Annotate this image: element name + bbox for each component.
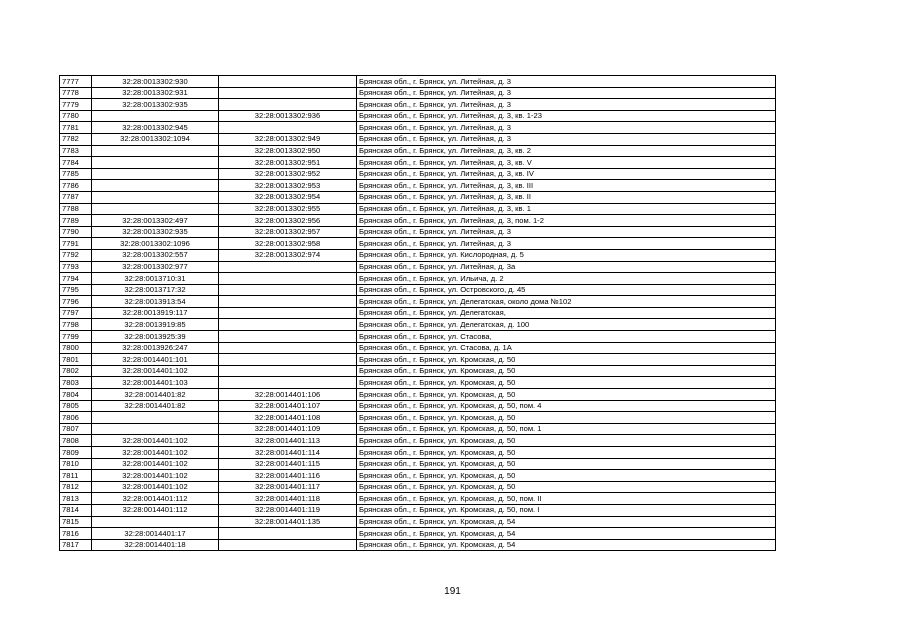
property-table xyxy=(59,75,776,551)
table-row xyxy=(60,238,776,250)
address-cell: Брянская обл., г. Брянск, ул. Литейная, д. 3, кв. V xyxy=(357,157,776,169)
table-row xyxy=(60,504,776,516)
property-table-body xyxy=(60,76,776,551)
table-row xyxy=(60,481,776,493)
cadastral-number-cell xyxy=(92,110,219,122)
row-number-cell: 7782 xyxy=(60,133,92,145)
cadastral-number-cell: 32:28:0013925:39 xyxy=(92,331,219,343)
cadastral-number-cell: 32:28:0013302:1094 xyxy=(92,133,219,145)
cadastral-number-cell: 32:28:0013302:977 xyxy=(92,261,219,273)
related-cadastral-number-cell: 32:28:0014401:109 xyxy=(219,423,357,435)
related-cadastral-number-cell xyxy=(219,87,357,99)
related-cadastral-number-cell xyxy=(219,365,357,377)
cadastral-number-cell: 32:28:0014401:112 xyxy=(92,493,219,505)
table-row xyxy=(60,423,776,435)
related-cadastral-number-cell: 32:28:0014401:106 xyxy=(219,389,357,401)
table-row xyxy=(60,215,776,227)
table-row xyxy=(60,400,776,412)
table-row xyxy=(60,516,776,528)
cadastral-number-cell: 32:28:0013302:931 xyxy=(92,87,219,99)
cadastral-number-cell xyxy=(92,412,219,424)
table-row xyxy=(60,261,776,273)
cadastral-number-cell: 32:28:0013926:247 xyxy=(92,342,219,354)
page-number: 191 xyxy=(444,586,461,597)
row-number-cell: 7809 xyxy=(60,447,92,459)
row-number-cell: 7805 xyxy=(60,400,92,412)
related-cadastral-number-cell xyxy=(219,539,357,551)
address-cell: Брянская обл., г. Брянск, ул. Литейная, д. 3 xyxy=(357,99,776,111)
row-number-cell: 7807 xyxy=(60,423,92,435)
cadastral-number-cell xyxy=(92,516,219,528)
table-row xyxy=(60,458,776,470)
cadastral-number-cell: 32:28:0014401:102 xyxy=(92,435,219,447)
row-number-cell: 7808 xyxy=(60,435,92,447)
cadastral-number-cell: 32:28:0014401:18 xyxy=(92,539,219,551)
address-cell: Брянская обл., г. Брянск, ул. Кромская, д. 50, пом. I xyxy=(357,504,776,516)
cadastral-number-cell xyxy=(92,168,219,180)
cadastral-number-cell xyxy=(92,191,219,203)
row-number-cell: 7785 xyxy=(60,168,92,180)
table-row xyxy=(60,226,776,238)
cadastral-number-cell: 32:28:0013302:945 xyxy=(92,122,219,134)
address-cell: Брянская обл., г. Брянск, ул. Кислородная, д. 5 xyxy=(357,249,776,261)
cadastral-number-cell: 32:28:0013302:935 xyxy=(92,99,219,111)
row-number-cell: 7784 xyxy=(60,157,92,169)
related-cadastral-number-cell xyxy=(219,331,357,343)
address-cell: Брянская обл., г. Брянск, ул. Литейная, д. 3 xyxy=(357,122,776,134)
row-number-cell: 7791 xyxy=(60,238,92,250)
table-row xyxy=(60,284,776,296)
table-row xyxy=(60,145,776,157)
table-row xyxy=(60,354,776,366)
address-cell: Брянская обл., г. Брянск, ул. Кромская, д. 50 xyxy=(357,354,776,366)
row-number-cell: 7795 xyxy=(60,284,92,296)
row-number-cell: 7816 xyxy=(60,528,92,540)
table-row xyxy=(60,377,776,389)
row-number-cell: 7812 xyxy=(60,481,92,493)
address-cell: Брянская обл., г. Брянск, ул. Литейная, д. 3 xyxy=(357,226,776,238)
address-cell: Брянская обл., г. Брянск, ул. Делегатская, д. 100 xyxy=(357,319,776,331)
cadastral-number-cell: 32:28:0014401:102 xyxy=(92,458,219,470)
row-number-cell: 7786 xyxy=(60,180,92,192)
related-cadastral-number-cell: 32:28:0013302:958 xyxy=(219,238,357,250)
address-cell: Брянская обл., г. Брянск, ул. Кромская, д. 50 xyxy=(357,389,776,401)
address-cell: Брянская обл., г. Брянск, ул. Литейная, д. 3 xyxy=(357,87,776,99)
address-cell: Брянская обл., г. Брянск, ул. Литейная, д. 3, кв. II xyxy=(357,191,776,203)
table-row xyxy=(60,331,776,343)
cadastral-number-cell: 32:28:0014401:82 xyxy=(92,389,219,401)
cadastral-number-cell: 32:28:0014401:102 xyxy=(92,365,219,377)
row-number-cell: 7780 xyxy=(60,110,92,122)
row-number-cell: 7804 xyxy=(60,389,92,401)
cadastral-number-cell: 32:28:0013717:32 xyxy=(92,284,219,296)
address-cell: Брянская обл., г. Брянск, ул. Кромская, д. 54 xyxy=(357,516,776,528)
related-cadastral-number-cell: 32:28:0013302:954 xyxy=(219,191,357,203)
row-number-cell: 7811 xyxy=(60,470,92,482)
related-cadastral-number-cell xyxy=(219,261,357,273)
related-cadastral-number-cell: 32:28:0013302:974 xyxy=(219,249,357,261)
table-row xyxy=(60,447,776,459)
related-cadastral-number-cell: 32:28:0013302:951 xyxy=(219,157,357,169)
related-cadastral-number-cell: 32:28:0014401:118 xyxy=(219,493,357,505)
row-number-cell: 7799 xyxy=(60,331,92,343)
related-cadastral-number-cell: 32:28:0013302:952 xyxy=(219,168,357,180)
address-cell: Брянская обл., г. Брянск, ул. Кромская, д. 54 xyxy=(357,528,776,540)
row-number-cell: 7778 xyxy=(60,87,92,99)
table-row xyxy=(60,203,776,215)
cadastral-number-cell: 32:28:0013302:930 xyxy=(92,76,219,88)
address-cell: Брянская обл., г. Брянск, ул. Кромская, д. 50 xyxy=(357,447,776,459)
address-cell: Брянская обл., г. Брянск, ул. Кромская, д. 50 xyxy=(357,377,776,389)
address-cell: Брянская обл., г. Брянск, ул. Кромская, д. 50 xyxy=(357,412,776,424)
related-cadastral-number-cell xyxy=(219,99,357,111)
related-cadastral-number-cell xyxy=(219,307,357,319)
address-cell: Брянская обл., г. Брянск, ул. Кромская, д. 50, пом. 4 xyxy=(357,400,776,412)
row-number-cell: 7783 xyxy=(60,145,92,157)
address-cell: Брянская обл., г. Брянск, ул. Кромская, д. 50 xyxy=(357,481,776,493)
cadastral-number-cell: 32:28:0013919:117 xyxy=(92,307,219,319)
cadastral-number-cell: 32:28:0014401:82 xyxy=(92,400,219,412)
table-row xyxy=(60,76,776,88)
table-row xyxy=(60,180,776,192)
address-cell: Брянская обл., г. Брянск, ул. Кромская, д. 50 xyxy=(357,435,776,447)
cadastral-number-cell xyxy=(92,145,219,157)
address-cell: Брянская обл., г. Брянск, ул. Кромская, д. 50, пом. 1 xyxy=(357,423,776,435)
row-number-cell: 7817 xyxy=(60,539,92,551)
related-cadastral-number-cell: 32:28:0013302:953 xyxy=(219,180,357,192)
related-cadastral-number-cell: 32:28:0014401:135 xyxy=(219,516,357,528)
related-cadastral-number-cell: 32:28:0014401:114 xyxy=(219,447,357,459)
cadastral-number-cell: 32:28:0013913:54 xyxy=(92,296,219,308)
address-cell: Брянская обл., г. Брянск, ул. Литейная, д. 3, кв. IV xyxy=(357,168,776,180)
row-number-cell: 7790 xyxy=(60,226,92,238)
related-cadastral-number-cell xyxy=(219,354,357,366)
address-cell: Брянская обл., г. Брянск, ул. Литейная, д. 3, кв. III xyxy=(357,180,776,192)
related-cadastral-number-cell: 32:28:0014401:113 xyxy=(219,435,357,447)
related-cadastral-number-cell: 32:28:0014401:116 xyxy=(219,470,357,482)
table-row xyxy=(60,110,776,122)
table-row xyxy=(60,122,776,134)
address-cell: Брянская обл., г. Брянск, ул. Стасова, xyxy=(357,331,776,343)
cadastral-number-cell xyxy=(92,180,219,192)
row-number-cell: 7815 xyxy=(60,516,92,528)
address-cell: Брянская обл., г. Брянск, ул. Кромская, д. 50 xyxy=(357,470,776,482)
address-cell: Брянская обл., г. Брянск, ул. Литейная, д. 3, кв. 2 xyxy=(357,145,776,157)
table-row xyxy=(60,539,776,551)
related-cadastral-number-cell: 32:28:0013302:955 xyxy=(219,203,357,215)
related-cadastral-number-cell: 32:28:0013302:956 xyxy=(219,215,357,227)
table-row xyxy=(60,412,776,424)
row-number-cell: 7796 xyxy=(60,296,92,308)
cadastral-number-cell: 32:28:0013710:31 xyxy=(92,273,219,285)
row-number-cell: 7813 xyxy=(60,493,92,505)
row-number-cell: 7788 xyxy=(60,203,92,215)
address-cell: Брянская обл., г. Брянск, ул. Стасова, д. 1А xyxy=(357,342,776,354)
row-number-cell: 7779 xyxy=(60,99,92,111)
row-number-cell: 7792 xyxy=(60,249,92,261)
row-number-cell: 7798 xyxy=(60,319,92,331)
related-cadastral-number-cell xyxy=(219,284,357,296)
row-number-cell: 7810 xyxy=(60,458,92,470)
cadastral-number-cell: 32:28:0014401:112 xyxy=(92,504,219,516)
address-cell: Брянская обл., г. Брянск, ул. Литейная, д. 3, пом. 1-2 xyxy=(357,215,776,227)
table-row xyxy=(60,307,776,319)
table-row xyxy=(60,296,776,308)
related-cadastral-number-cell: 32:28:0013302:936 xyxy=(219,110,357,122)
cadastral-number-cell xyxy=(92,423,219,435)
address-cell: Брянская обл., г. Брянск, ул. Делегатская, около дома №102 xyxy=(357,296,776,308)
row-number-cell: 7802 xyxy=(60,365,92,377)
table-row xyxy=(60,191,776,203)
related-cadastral-number-cell: 32:28:0014401:115 xyxy=(219,458,357,470)
related-cadastral-number-cell xyxy=(219,76,357,88)
cadastral-number-cell: 32:28:0014401:102 xyxy=(92,447,219,459)
related-cadastral-number-cell xyxy=(219,377,357,389)
related-cadastral-number-cell: 32:28:0014401:108 xyxy=(219,412,357,424)
table-row xyxy=(60,435,776,447)
row-number-cell: 7801 xyxy=(60,354,92,366)
table-row xyxy=(60,365,776,377)
related-cadastral-number-cell: 32:28:0013302:949 xyxy=(219,133,357,145)
related-cadastral-number-cell: 32:28:0014401:119 xyxy=(219,504,357,516)
address-cell: Брянская обл., г. Брянск, ул. Кромская, д. 54 xyxy=(357,539,776,551)
related-cadastral-number-cell: 32:28:0014401:117 xyxy=(219,481,357,493)
address-cell: Брянская обл., г. Брянск, ул. Литейная, д. 3а xyxy=(357,261,776,273)
cadastral-number-cell: 32:28:0014401:101 xyxy=(92,354,219,366)
row-number-cell: 7814 xyxy=(60,504,92,516)
cadastral-number-cell: 32:28:0014401:103 xyxy=(92,377,219,389)
cadastral-number-cell: 32:28:0014401:102 xyxy=(92,481,219,493)
row-number-cell: 7787 xyxy=(60,191,92,203)
table-row xyxy=(60,87,776,99)
row-number-cell: 7781 xyxy=(60,122,92,134)
row-number-cell: 7800 xyxy=(60,342,92,354)
cadastral-number-cell xyxy=(92,203,219,215)
table-row xyxy=(60,389,776,401)
related-cadastral-number-cell xyxy=(219,273,357,285)
related-cadastral-number-cell xyxy=(219,296,357,308)
related-cadastral-number-cell xyxy=(219,122,357,134)
address-cell: Брянская обл., г. Брянск, ул. Кромская, д. 50 xyxy=(357,365,776,377)
row-number-cell: 7794 xyxy=(60,273,92,285)
address-cell: Брянская обл., г. Брянск, ул. Литейная, д. 3 xyxy=(357,76,776,88)
table-row xyxy=(60,99,776,111)
address-cell: Брянская обл., г. Брянск, ул. Литейная, д. 3 xyxy=(357,238,776,250)
address-cell: Брянская обл., г. Брянск, ул. Кромская, д. 50 xyxy=(357,458,776,470)
row-number-cell: 7793 xyxy=(60,261,92,273)
table-row xyxy=(60,342,776,354)
cadastral-number-cell: 32:28:0013302:935 xyxy=(92,226,219,238)
table-row xyxy=(60,528,776,540)
address-cell: Брянская обл., г. Брянск, ул. Литейная, д. 3, кв. 1 xyxy=(357,203,776,215)
address-cell: Брянская обл., г. Брянск, ул. Ильича, д. 2 xyxy=(357,273,776,285)
address-cell: Брянская обл., г. Брянск, ул. Островского, д. 45 xyxy=(357,284,776,296)
related-cadastral-number-cell: 32:28:0014401:107 xyxy=(219,400,357,412)
cadastral-number-cell: 32:28:0013302:1096 xyxy=(92,238,219,250)
address-cell: Брянская обл., г. Брянск, ул. Литейная, д. 3, кв. 1-23 xyxy=(357,110,776,122)
related-cadastral-number-cell xyxy=(219,528,357,540)
related-cadastral-number-cell xyxy=(219,319,357,331)
address-cell: Брянская обл., г. Брянск, ул. Кромская, д. 50, пом. II xyxy=(357,493,776,505)
cadastral-number-cell: 32:28:0014401:17 xyxy=(92,528,219,540)
table-row xyxy=(60,168,776,180)
related-cadastral-number-cell xyxy=(219,342,357,354)
row-number-cell: 7806 xyxy=(60,412,92,424)
related-cadastral-number-cell: 32:28:0013302:957 xyxy=(219,226,357,238)
address-cell: Брянская обл., г. Брянск, ул. Делегатская, xyxy=(357,307,776,319)
cadastral-number-cell: 32:28:0013302:497 xyxy=(92,215,219,227)
row-number-cell: 7797 xyxy=(60,307,92,319)
table-row xyxy=(60,249,776,261)
table-row xyxy=(60,493,776,505)
row-number-cell: 7789 xyxy=(60,215,92,227)
table-row xyxy=(60,273,776,285)
table-row xyxy=(60,133,776,145)
cadastral-number-cell: 32:28:0014401:102 xyxy=(92,470,219,482)
related-cadastral-number-cell: 32:28:0013302:950 xyxy=(219,145,357,157)
cadastral-number-cell xyxy=(92,157,219,169)
cadastral-number-cell: 32:28:0013302:557 xyxy=(92,249,219,261)
table-row xyxy=(60,319,776,331)
table-row xyxy=(60,157,776,169)
row-number-cell: 7777 xyxy=(60,76,92,88)
address-cell: Брянская обл., г. Брянск, ул. Литейная, д. 3 xyxy=(357,133,776,145)
row-number-cell: 7803 xyxy=(60,377,92,389)
table-row xyxy=(60,470,776,482)
cadastral-number-cell: 32:28:0013919:85 xyxy=(92,319,219,331)
